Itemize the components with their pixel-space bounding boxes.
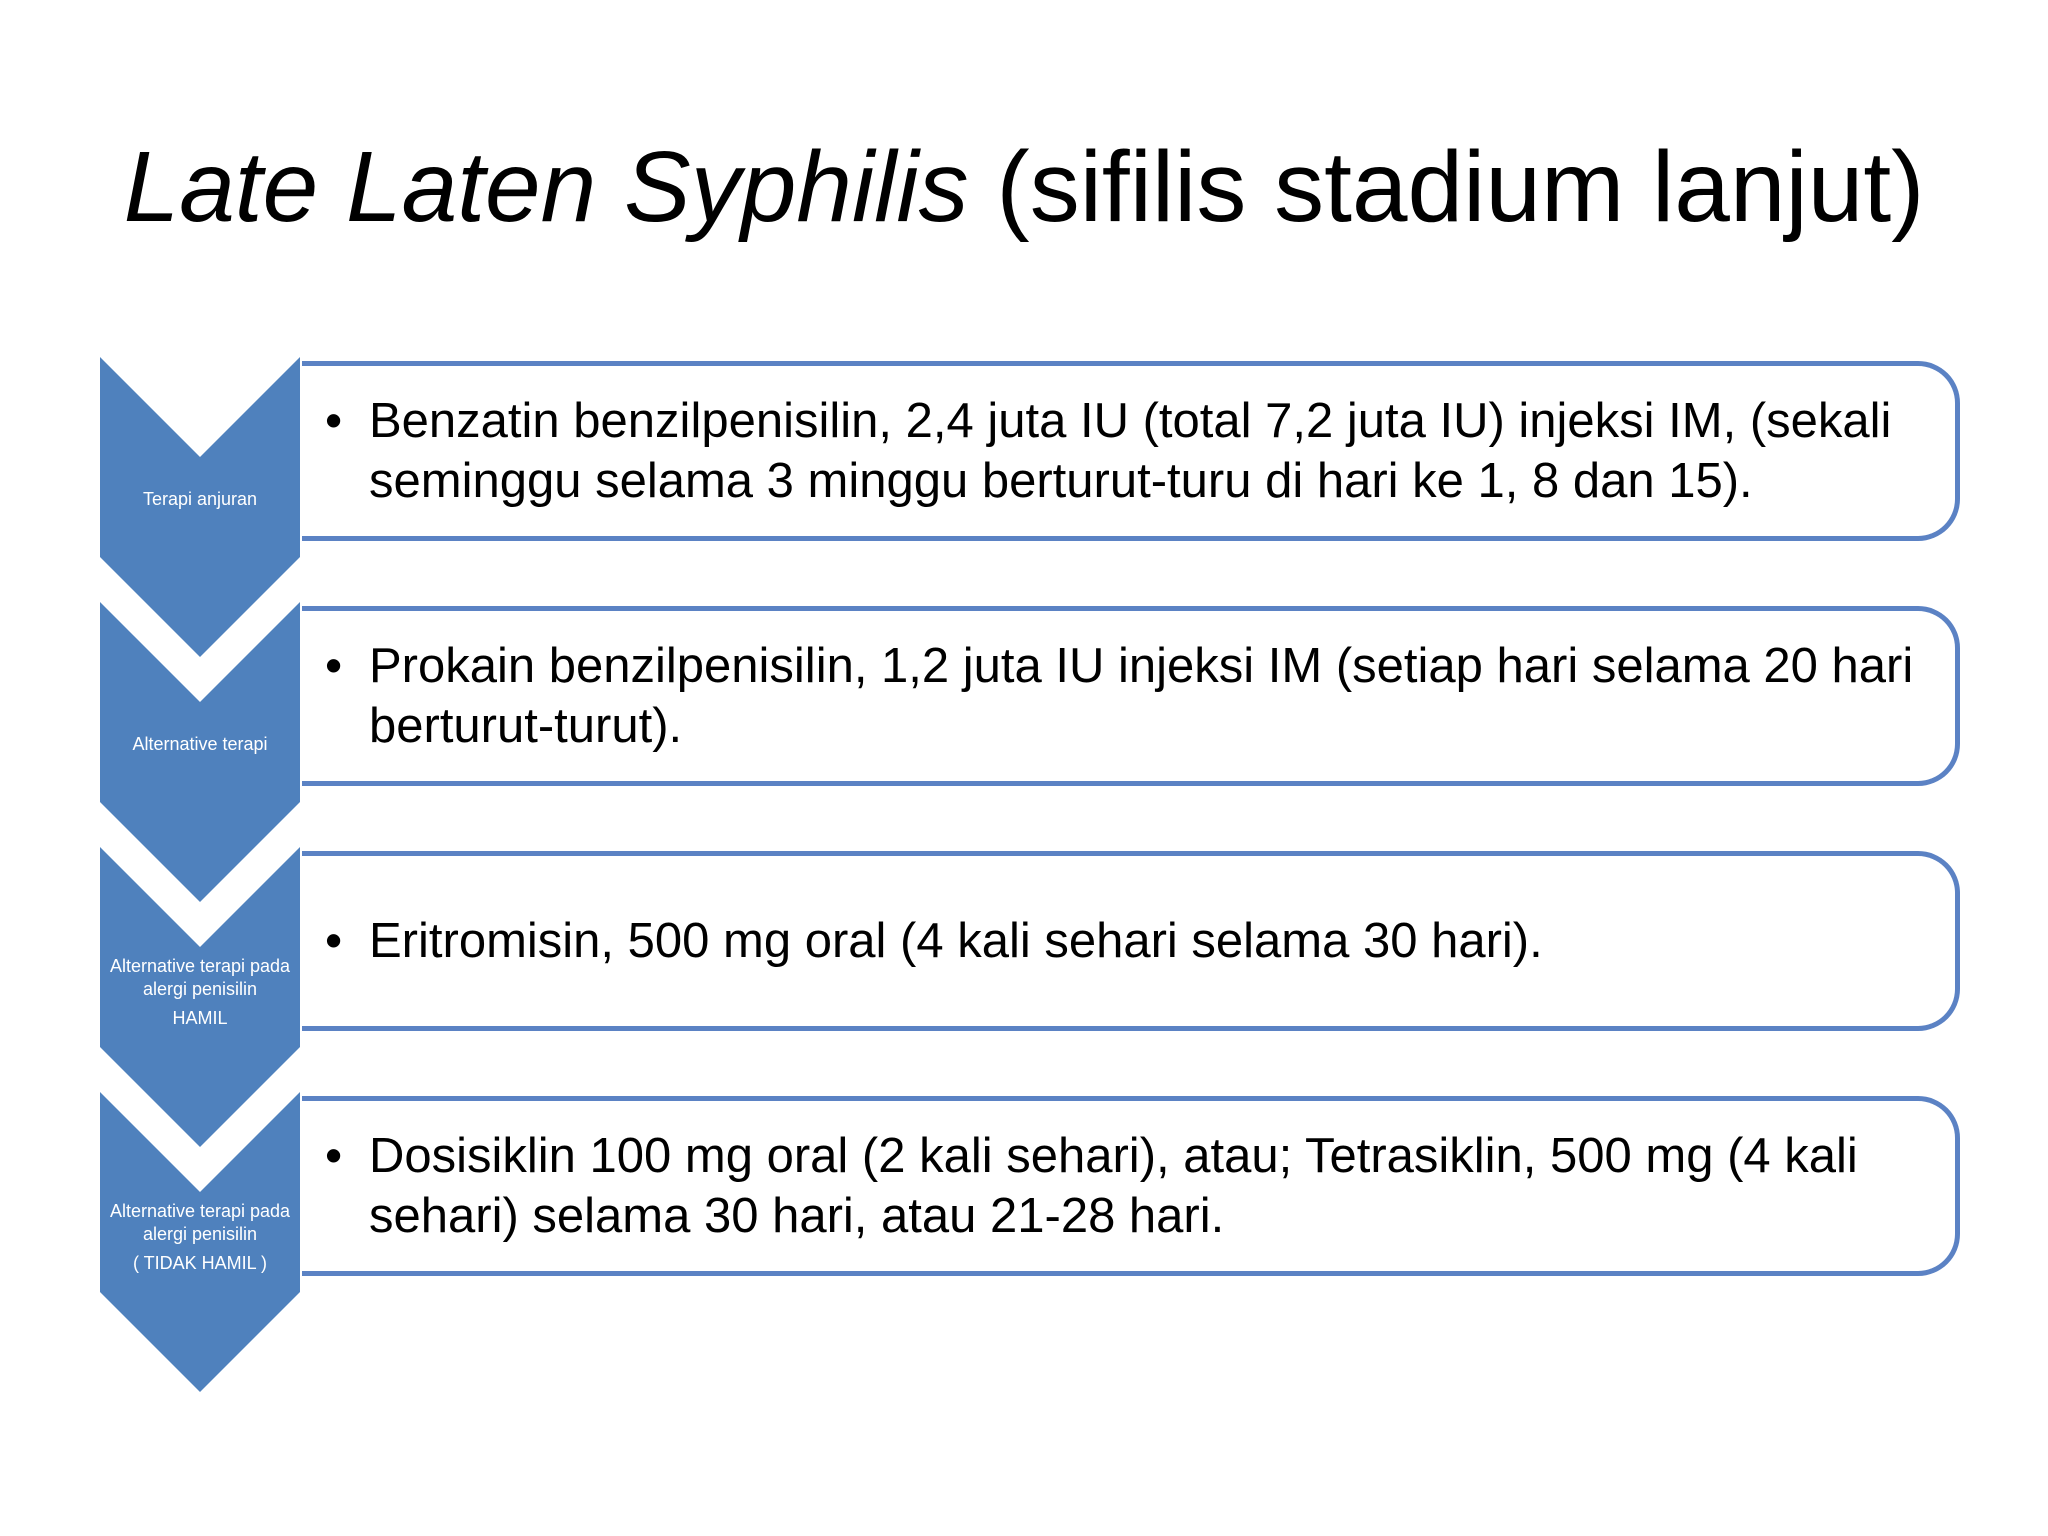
row-1-text bbox=[325, 361, 1945, 541]
bullet-icon: • bbox=[325, 914, 343, 968]
bullet-icon: • bbox=[325, 394, 343, 448]
row-4-text bbox=[325, 1096, 1945, 1276]
row-1-label-line-1: Terapi anjuran bbox=[142, 489, 258, 509]
row-2-label-line-1: Alternative terapi bbox=[132, 734, 268, 754]
row-3-content: Eritromisin, 500 mg oral (4 kali sehari selama 30 hari). bbox=[369, 914, 1543, 968]
row-4-label-line-2: ( TIDAK HAMIL ) bbox=[132, 1253, 267, 1273]
row-3-label-line-2: HAMIL bbox=[172, 1008, 228, 1028]
row-1-label bbox=[100, 488, 300, 511]
row-2-label bbox=[100, 733, 300, 756]
row-3-label-line-1: Alternative terapi pada alergi penisilin bbox=[109, 956, 291, 999]
row-1-content: Benzatin benzilpenisilin, 2,4 juta IU (total 7,2 juta IU) injeksi IM, (sekali seminggu selama 3 minggu berturut-turu di hari ke 1, 8 dan 15). bbox=[369, 394, 1892, 508]
row-3-label bbox=[100, 955, 300, 1030]
row-2-content: Prokain benzilpenisilin, 1,2 juta IU injeksi IM (setiap hari selama 20 hari berturut-turut). bbox=[369, 639, 1914, 753]
row-4-label-line-1: Alternative terapi pada alergi penisilin bbox=[109, 1201, 291, 1244]
title-italic: Late Laten Syphilis bbox=[123, 131, 969, 243]
title-normal: (sifilis stadium lanjut) bbox=[968, 131, 1925, 243]
bullet-icon: • bbox=[325, 639, 343, 693]
row-4-label bbox=[100, 1200, 300, 1275]
row-2-text bbox=[325, 606, 1945, 786]
bullet-icon: • bbox=[325, 1129, 343, 1183]
row-3-text bbox=[325, 851, 1945, 1031]
row-4-content: Dosisiklin 100 mg oral (2 kali sehari), atau; Tetrasiklin, 500 mg (4 kali sehari) selama 30 hari, atau 21-28 hari. bbox=[369, 1129, 1858, 1243]
